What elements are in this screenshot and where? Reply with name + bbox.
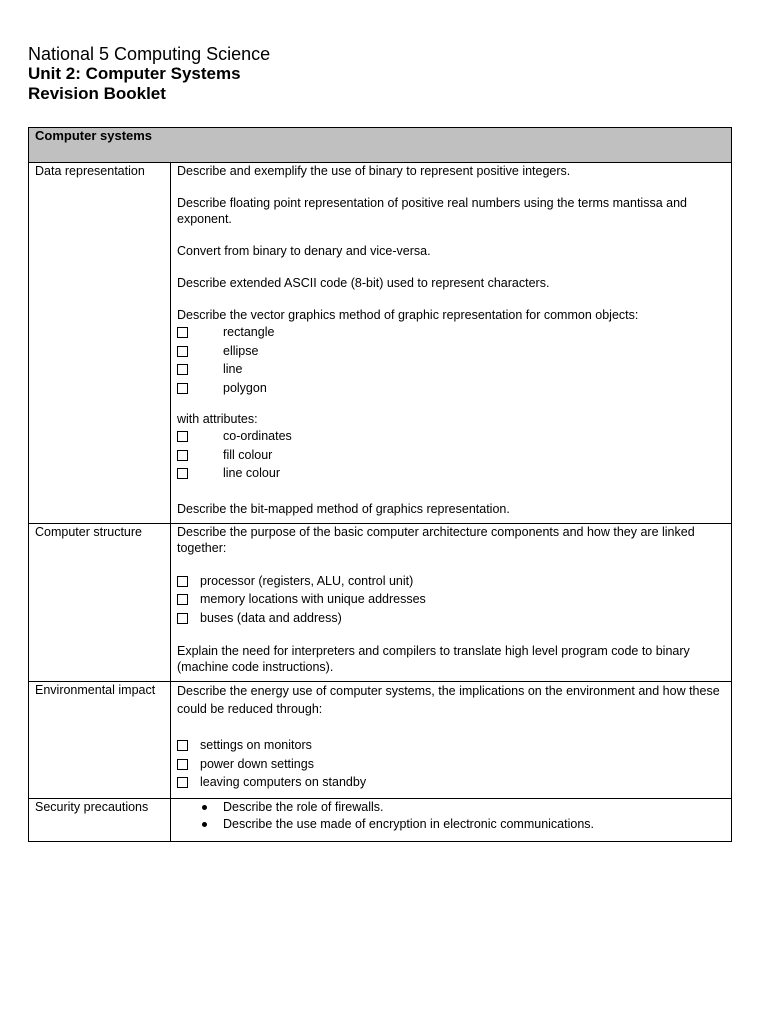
energy-reduction-list — [177, 736, 725, 792]
content-paragraph: Describe the energy use of computer systems, the implications on the environment and how these could be reduced through: — [177, 684, 720, 716]
topic-cell: Computer structure — [29, 523, 171, 682]
list-item: leaving computers on standby — [177, 773, 725, 792]
topic-cell: Environmental impact — [29, 682, 171, 799]
square-bullet-icon — [177, 431, 188, 442]
list-item: fill colour — [177, 446, 725, 465]
list-item: settings on monitors — [177, 736, 725, 755]
square-bullet-icon — [177, 346, 188, 357]
list-item: processor (registers, ALU, control unit) — [177, 572, 725, 591]
bullet-icon — [177, 816, 223, 833]
square-bullet-icon — [177, 383, 188, 394]
vector-attributes-list — [177, 427, 725, 483]
list-item: rectangle — [177, 323, 725, 342]
section-header-row — [29, 128, 732, 163]
square-bullet-icon — [177, 759, 188, 770]
content-cell — [171, 682, 732, 799]
list-item: co-ordinates — [177, 427, 725, 446]
list-item: line colour — [177, 464, 725, 483]
content-paragraph: with attributes: — [177, 412, 258, 426]
list-item: polygon — [177, 379, 725, 398]
topic-cell: Security precautions — [29, 798, 171, 841]
square-bullet-icon — [177, 740, 188, 751]
content-paragraph: Describe extended ASCII code (8-bit) used to represent characters. — [177, 276, 550, 290]
list-item: line — [177, 360, 725, 379]
topic-cell: Data representation — [29, 163, 171, 524]
table-row-environmental-impact — [29, 682, 732, 799]
square-bullet-icon — [177, 327, 188, 338]
list-item: buses (data and address) — [177, 609, 725, 628]
list-item: power down settings — [177, 755, 725, 774]
bullet-icon — [177, 799, 223, 816]
square-bullet-icon — [177, 777, 188, 788]
table-row-computer-structure — [29, 523, 732, 682]
content-paragraph: Explain the need for interpreters and compilers to translate high level program code to binary (machine code instructions). — [177, 644, 690, 674]
booklet-title: Revision Booklet — [28, 84, 166, 103]
list-item: ellipse — [177, 342, 725, 361]
list-item: Describe the role of firewalls. — [177, 799, 725, 816]
content-paragraph: Describe floating point representation of positive real numbers using the terms mantissa and exponent. — [177, 196, 687, 226]
table-row-security-precautions — [29, 798, 732, 841]
square-bullet-icon — [177, 450, 188, 461]
content-paragraph: Convert from binary to denary and vice-versa. — [177, 244, 431, 258]
security-list — [177, 799, 725, 833]
section-heading: Computer systems — [29, 128, 732, 163]
table-row-data-representation — [29, 163, 732, 524]
document-header — [28, 44, 270, 104]
content-paragraph: Describe the bit-mapped method of graphics representation. — [177, 501, 510, 516]
square-bullet-icon — [177, 468, 188, 479]
content-cell — [171, 163, 732, 524]
content-paragraph: Describe the purpose of the basic computer architecture components and how they are linked together: — [177, 524, 695, 555]
content-cell — [171, 798, 732, 841]
square-bullet-icon — [177, 576, 188, 587]
course-title: National 5 Computing Science — [28, 44, 271, 64]
unit-title: Unit 2: Computer Systems — [28, 64, 241, 83]
vector-objects-list — [177, 323, 725, 397]
list-item: memory locations with unique addresses — [177, 590, 725, 609]
content-cell — [171, 523, 732, 682]
content-paragraph: Describe and exemplify the use of binary to represent positive integers. — [177, 164, 571, 178]
square-bullet-icon — [177, 613, 188, 624]
content-table — [28, 127, 732, 842]
list-item: Describe the use made of encryption in electronic communications. — [177, 816, 725, 833]
square-bullet-icon — [177, 594, 188, 605]
square-bullet-icon — [177, 364, 188, 375]
content-paragraph: Describe the vector graphics method of graphic representation for common objects: — [177, 308, 639, 322]
components-list — [177, 572, 725, 628]
